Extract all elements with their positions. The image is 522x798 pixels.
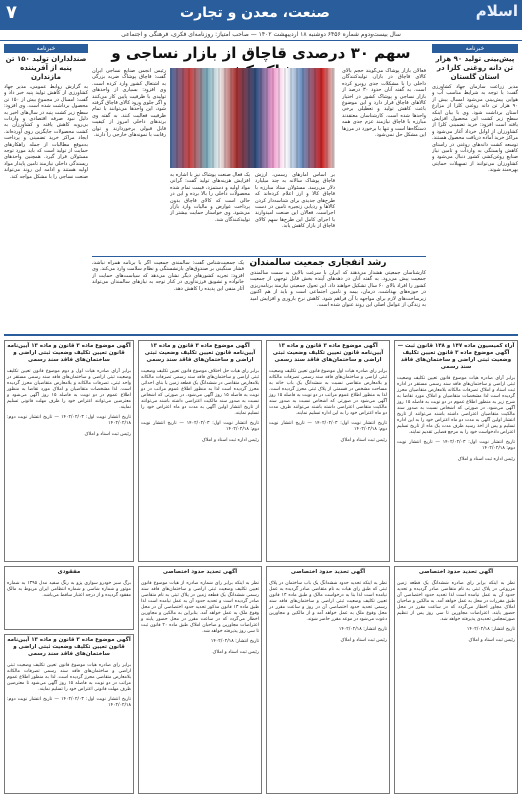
notice-ad-2-dates: تاریخ انتشار نوبت اول: ۱۴۰۲/۰۲/۰۳ — تاریخ انتشار نوبت دوم: ۱۴۰۲/۰۲/۱۸ — [269, 421, 387, 433]
main-article-col4 — [255, 172, 335, 254]
boundary-notice-1-footer: رئیس ثبت اسناد و املاک — [212, 649, 259, 655]
page-number: ۷ — [6, 2, 17, 23]
sub-article-title: رشد انفجاری جمعیت سالمندان — [249, 258, 387, 268]
divider — [92, 256, 426, 257]
notice-ad-3-dates: تاریخ انتشار نوبت اول: ۱۴۰۲/۰۲/۰۳ — تاریخ انتشار نوبت دوم: ۱۴۰۲/۰۲/۱۸ — [141, 421, 259, 433]
sub-article-body — [250, 270, 426, 330]
boundary-notice-3-body: نظر به اینکه برابر رای صادره ششدانگ یک قطعه زمین مزروعی در پلاک ثبتی به نام متقاضی صادر گردیده و تحدید حدود آن به عمل نیامده است لذا تحدید حدود اختصاصی آن طبق مقررات در محل به عمل خواهد آمد. به مالکین و صاحبان املاک مجاور اخطار می‌گردد که در ساعت مقرر در محل حضور یابند. اعتراضات مجاورین تا سی روز پس از تنظیم صورتمجلس تحدیدی پذیرفته خواهد شد. — [397, 580, 515, 622]
left-sidebar — [4, 44, 88, 324]
notice-ad-1 — [394, 340, 518, 562]
notice-ad-4-footer: رئیس ثبت اسناد و املاک — [84, 431, 131, 437]
lost-notice-body: برگ سبز خودرو سواری پژو به رنگ سفید مدل ۱۳۹۵ به شماره موتور و شماره شاسی و شماره انتظامی ایران مربوط به مالک مفقود گردیده و از درجه اعتبار ساقط می‌باشد. — [7, 580, 131, 598]
notice-ad-4-dates: تاریخ انتشار نوبت اول: ۱۴۰۲/۰۲/۰۳ — تاریخ انتشار نوبت دوم: ۱۴۰۲/۰۲/۱۸ — [7, 415, 131, 427]
main-article-title: سهم ۳۰ درصدی قاچاق از بازار نساجی و — [111, 44, 411, 62]
main-article-col4-text: بر اساس آمارهای رسمی، ارزش قاچاق پوشاک سالانه به چند میلیارد دلار می‌رسد. مسئولان ستاد مبارزه با قاچاق کالا و ارز اعلام کرده‌اند که طرح‌های جدیدی برای شناسه‌دار کردن کالاها و ردیابی زنجیره تامین در دست اجراست. فعالان این صنعت امیدوارند با اجرای کامل این طرح‌ها سهم کالای قاچاق از بازار کاهش یابد. — [255, 172, 335, 230]
notice-ad-2-body: برابر رای صادره هیات اول موضوع قانون تعیین تکلیف وضعیت ثبتی اراضی و ساختمان‌های فاقد سند رسمی تصرفات مالکانه و بلامعارض متقاضی نسبت به ششدانگ یک باب خانه به مساحت مشخص در قسمتی از پلاک ثبتی محرز گردیده است. لذا به منظور اطلاع عموم مراتب در دو نوبت به فاصله ۱۵ روز آگهی می‌شود در صورتی که اشخاص نسبت به صدور سند مالکیت متقاضی اعتراضی داشته باشند می‌توانند ظرف مدت دو ماه اعتراض خود را به این اداره تسلیم نمایند. — [269, 368, 387, 416]
masthead-logo: اسلام — [475, 2, 518, 20]
notice-ad-3-body: برابر رای هیات حل اختلاف موضوع قانون تعیین تکلیف وضعیت ثبتی اراضی و ساختمان‌های فاقد سند رسمی تصرفات مالکانه بلامعارض متقاضی در ششدانگ یک قطعه زمین با بنای احداثی محرز گردیده است لذا به منظور اطلاع عموم مراتب در دو نوبت به فاصله ۱۵ روز آگهی می‌شود. در صورتی که اشخاص نسبت به صدور سند مالکیت اعتراضی داشته باشند می‌توانند از تاریخ انتشار اولین آگهی به مدت دو ماه اعتراض خود را تسلیم نمایند. — [141, 368, 259, 416]
notice-ad-4 — [4, 340, 134, 562]
right-sidebar-header: خبرنامه — [432, 44, 518, 53]
notice-ad-2-title: آگهی موضوع ماده ۳ قانون و ماده ۱۳ آیین‌نامه قانون تعیین تکلیف وضعیت ثبتی اراضی و ساختمان‌های فاقد سند رسمی — [272, 343, 384, 363]
lost-notice-title: مفقودی — [57, 569, 81, 575]
main-article-col1 — [342, 68, 426, 254]
notice-ad-extra-title: آگهی موضوع ماده ۳ قانون و ماده ۱۳ آیین‌نامه قانون تعیین تکلیف وضعیت ثبتی اراضی و ساختمان‌های فاقد سند رسمی — [7, 637, 131, 657]
boundary-notice-1-dates: تاریخ انتشار: ۱۴۰۲/۰۲/۱۸ — [210, 639, 259, 645]
notice-ad-extra-body: برابر رای صادره هیات موضوع قانون تعیین تکلیف وضعیت ثبتی اراضی و ساختمان‌های فاقد سند رسمی تصرفات مالکانه بلامعارض متقاضی محرز گردیده است. لذا به منظور اطلاع عموم مراتب در دو نوبت به فاصله ۱۵ روز آگهی می‌شود تا معترضین ظرف مهلت قانونی اعتراض خود را تسلیم نمایند. — [7, 662, 132, 692]
boundary-notice-1 — [138, 566, 262, 794]
left-sidebar-header: خبرنامه — [4, 44, 88, 53]
boundary-notice-3-title: آگهی تحدید حدود اختصاصی — [418, 569, 494, 575]
notice-ad-4-body: برابر آرای صادره هیات اول و دوم موضوع قانون تعیین تکلیف وضعیت ثبتی اراضی و ساختمان‌های فاقد سند رسمی مستقر در واحد ثبتی، تصرفات مالکانه و بلامعارض متقاضیان محرز گردیده است. لذا مشخصات متقاضیان و املاک مورد تقاضا به منظور اطلاع عموم در دو نوبت به فاصله ۱۵ روز آگهی می‌شود و معترضین می‌توانند اعتراض خود را ظرف مهلت قانونی تسلیم نمایند. — [7, 368, 131, 410]
right-sidebar — [432, 44, 518, 324]
notice-ad-3-title: آگهی موضوع ماده ۳ قانون و ماده ۱۳ آیین‌نامه قانون تعیین تکلیف وضعیت ثبتی اراضی و ساختمان‌های فاقد سند رسمی — [144, 343, 256, 363]
boundary-notice-3 — [394, 566, 518, 794]
notice-ad-3 — [138, 340, 262, 562]
notice-ad-1-dates: تاریخ انتشار نوبت اول: ۱۴۰۲/۰۲/۰۳ — تاریخ انتشار نوبت دوم: ۱۴۰۲/۰۲/۱۸ — [397, 440, 515, 452]
notice-ad-4-title: آگهی موضوع ماده ۳ قانون و ماده ۱۳ آیین‌نامه قانون تعیین تکلیف وضعیت ثبتی اراضی و ساختمان‌های فاقد سند رسمی — [7, 343, 131, 363]
left-sidebar-body: به گزارش روابط عمومی، مدیر جهاد کشاورزی از کاهش تولید پنبه خبر داد و گفت: امسال در مجموع بیش از ۱۵۰ تن محصول برداشت شده است. وی افزود: سطح زیر کشت پنبه در سال‌های اخیر به دلیل نبود صرفه اقتصادی و واردات بی‌رویه کاهش یافته و کشاورزان به کشت محصولات جایگزین روی آورده‌اند. ایجاد مراکز خرید تضمینی و پرداخت به‌موقع مطالبات از جمله راهکارهای حمایت از تولید است که باید مورد توجه مسئولان قرار گیرد. همچنین واحدهای ریسندگی داخلی نیازمند تامین پایدار مواد اولیه هستند و ادامه این روند می‌تواند صنعت نساجی را با مشکل مواجه کند. — [4, 84, 88, 180]
ads-divider — [4, 334, 518, 336]
left-sidebar-title: صندلداران تولید ۱۵۰ تن پنبه از آفریننده مازندارن — [5, 55, 87, 81]
main-article-col3-text: یک فعال صنعت پوشاک نیز با اشاره به افزایش هزینه‌های تولید گفت: گرانی مواد اولیه و دستمزد، قیمت تمام شده محصولات داخلی را بالا برده و این در حالی است که کالای قاچاق بدون پرداخت عوارض و مالیات وارد بازار می‌شود. وی خواستار حمایت بیشتر از تولیدکنندگان شد. — [170, 172, 250, 223]
sub-article-body2-text: یک جمعیت‌شناس گفت: سالمندی جمعیت اگر با برنامه همراه نباشد، فشار سنگینی بر صندوق‌های بازنشستگی و نظام سلامت وارد می‌کند. وی افزود: تجربه کشورهای دیگر نشان می‌دهد که سیاست‌های حمایت از خانواده و تشویق فرزندآوری در کنار توجه به نیازهای سالمندان می‌تواند آثار منفی این پدیده را کاهش دهد. — [92, 260, 244, 292]
right-sidebar-body: مدیر زراعت سازمان جهاد کشاورزی گفت: با توجه به شرایط مناسب آب و هوایی پیش‌بینی می‌شود امسال بیش از ۹۰ هزار تن دانه روغنی کلزا از مزارع استان برداشت شود. وی با بیان اینکه سطح زیر کشت این محصول افزایش یافته است افزود: خرید تضمینی کلزا از کشاورزان از اوایل خرداد آغاز می‌شود و مراکز خرید آماده دریافت محصول هستند. توسعه کشت دانه‌های روغنی در راستای کاهش وابستگی به واردات و تامین نیاز صنایع روغن‌کشی کشور دنبال می‌شود و کشاورزان می‌توانند از تسهیلات حمایتی بهره‌مند شوند. — [432, 84, 518, 174]
section-title: صنعت، معدن و تجارت — [180, 5, 330, 21]
notice-ad-1-title: آراء کمیسیون ماده ۱۴۷ و ۱۴۸ قانون ثبت — آگهی موضوع ماده ۳ قانون تعیین تکلیف وضعیت ثبتی اراضی و ساختمان‌های فاقد سند رسمی — [397, 343, 515, 370]
notice-ad-1-footer: رئیس اداره ثبت اسناد و املاک — [457, 456, 515, 462]
notice-ad-extra-dates: تاریخ انتشار نوبت اول: ۱۴۰۲/۰۲/۰۳ — تاریخ انتشار نوبت دوم: ۱۴۰۲/۰۲/۱۸ — [7, 697, 131, 709]
notice-ad-3-footer: رئیس اداره ثبت اسناد و املاک — [201, 437, 259, 443]
clothing-rack-photo — [170, 68, 335, 168]
page-header — [0, 0, 522, 30]
boundary-notice-1-body: نظر به اینکه برابر رای شماره صادره از هیات موضوع قانون تعیین تکلیف وضعیت ثبتی اراضی و ساختمان‌های فاقد سند رسمی ششدانگ یک قطعه زمین در پلاک ثبتی به نام متقاضی صادر گردیده است و تحدید حدود آن به عمل نیامده است لذا طبق ماده ۱۳ قانون مذکور تحدید حدود اختصاصی آن در محل وقوع ملک به عمل خواهد آمد. بنابراین به مالکین و مجاورین اخطار می‌گردد که در ساعت مقرر در محل حضور یابند و اعتراضات مجاورین و صاحبان املاک طبق ماده ۲۰ قانون ثبت تا سی روز پذیرفته خواهد شد. — [141, 580, 260, 634]
main-article-col2 — [92, 68, 166, 254]
sub-article-body2 — [92, 260, 244, 330]
boundary-notice-2 — [266, 566, 390, 794]
main-article-col1-text: فعالان بازار پوشاک می‌گویند حجم بالای کالای قاچاق در بازار، تولیدکنندگان داخلی را با مشکلات جدی روبرو کرده است. به گفته آنان حدود ۳۰ درصد از بازار نساجی و پوشاک کشور در اختیار کالاهای قاچاق قرار دارد و این موضوع باعث کاهش تولید و تعطیلی برخی واحدها شده است. کارشناسان معتقدند مبارزه با قاچاق نیازمند عزم جدی همه دستگاه‌ها است و تنها با برخورد در مرزها این مشکل حل نمی‌شود. — [342, 68, 426, 139]
sub-article-body-text: کارشناسان جمعیتی هشدار می‌دهند که ایران با سرعت بالایی به سمت سالمندی جمعیت پیش می‌رود. به گفته آنان در دهه‌های آینده بخش قابل توجهی از جمعیت کشور را افراد بالای ۶۰ سال تشکیل خواهند داد. این تحول جمعیتی نیازمند برنامه‌ریزی در حوزه‌های بهداشت، درمان، بیمه و تامین اجتماعی است و باید از هم اکنون زیرساخت‌های لازم برای مواجهه با آن فراهم شود. کاهش نرخ باروری و افزایش امید به زندگی از عوامل اصلی این روند عنوان شده است. — [250, 270, 426, 309]
boundary-notice-3-footer: رئیس ثبت اسناد و املاک — [468, 637, 515, 643]
right-sidebar-title: پیش‌بینی تولید ۹۰ هزار تن دانه روغنی کلزا در استان گلستان — [435, 55, 515, 81]
notice-ad-1-body: برابر آرای صادره هیات موضوع قانون تعیین تکلیف وضعیت ثبتی اراضی و ساختمان‌های فاقد سند رسمی مستقر در اداره ثبت اسناد و املاک تصرفات مالکانه بلامعارض متقاضیان محرز گردیده است لذا مشخصات متقاضیان و املاک مورد تقاضا به شرح زیر به منظور اطلاع عموم در دو نوبت به فاصله ۱۵ روز آگهی می‌شود. در صورتی که اشخاص نسبت به صدور سند مالکیت متقاضیان اعتراضی داشته باشند می‌توانند از تاریخ انتشار اولین آگهی به مدت دو ماه اعتراض خود را به این اداره تسلیم و پس از اخذ رسید ظرف مدت یک ماه از تاریخ تسلیم اعتراض دادخواست خود را به مرجع قضایی تقدیم نمایند. — [397, 375, 515, 435]
issue-info: سال بیست‌ودوم شماره ۶۴۵۶ دوشنبه ۱۸ اردیبهشت ۱۴۰۲ — صاحب امتیاز: روزنامه‌ای فکری، فرهنگی و اجتماعی — [0, 30, 522, 41]
notice-ad-2 — [266, 340, 390, 562]
notice-ad-2-footer: رئیس ثبت اسناد و املاک — [340, 437, 387, 443]
notice-ad-extra — [4, 634, 134, 794]
boundary-notice-3-dates: تاریخ انتشار: ۱۴۰۲/۰۲/۱۸ — [466, 627, 515, 633]
main-article-col2-text: رئیس انجمن صنایع نساجی ایران گفت: قاچاق پوشاک ضربه بزرگی به اشتغال کشور وارد کرده است. وی افزود: بسیاری از واحدهای تولیدی با ظرفیت پایین کار می‌کنند و اگر جلوی ورود کالای قاچاق گرفته شود، این واحدها می‌توانند با تمام ظرفیت فعالیت کنند. به گفته وی برندهای داخلی امروز از کیفیت قابل قبولی برخوردارند و توان رقابت با نمونه‌های خارجی را دارند. — [92, 68, 166, 139]
boundary-notice-1-title: آگهی تحدید حدود اختصاصی — [162, 569, 238, 575]
lost-notice — [4, 566, 134, 630]
main-article-col3 — [170, 172, 250, 254]
boundary-notice-2-footer: رئیس ثبت اسناد و املاک — [340, 637, 387, 643]
boundary-notice-2-dates: تاریخ انتشار: ۱۴۰۲/۰۲/۱۸ — [338, 627, 387, 633]
boundary-notice-2-body: نظر به اینکه تحدید حدود ششدانگ یک باب ساختمان در پلاک ثبتی که طبق رای هیات به نام متقاضی صادر گردیده به عمل نیامده است لذا بنا به درخواست مالک و طبق ماده ۱۳ قانون تعیین تکلیف وضعیت ثبتی اراضی و ساختمان‌های فاقد سند رسمی تحدید حدود اختصاصی آن در روز و ساعت مقرر در محل وقوع ملک به عمل خواهد آمد و از مالکین و مجاورین دعوت می‌شود در موعد مقرر حاضر شوند. — [269, 580, 387, 622]
boundary-notice-2-title: آگهی تحدید حدود اختصاصی — [290, 569, 366, 575]
